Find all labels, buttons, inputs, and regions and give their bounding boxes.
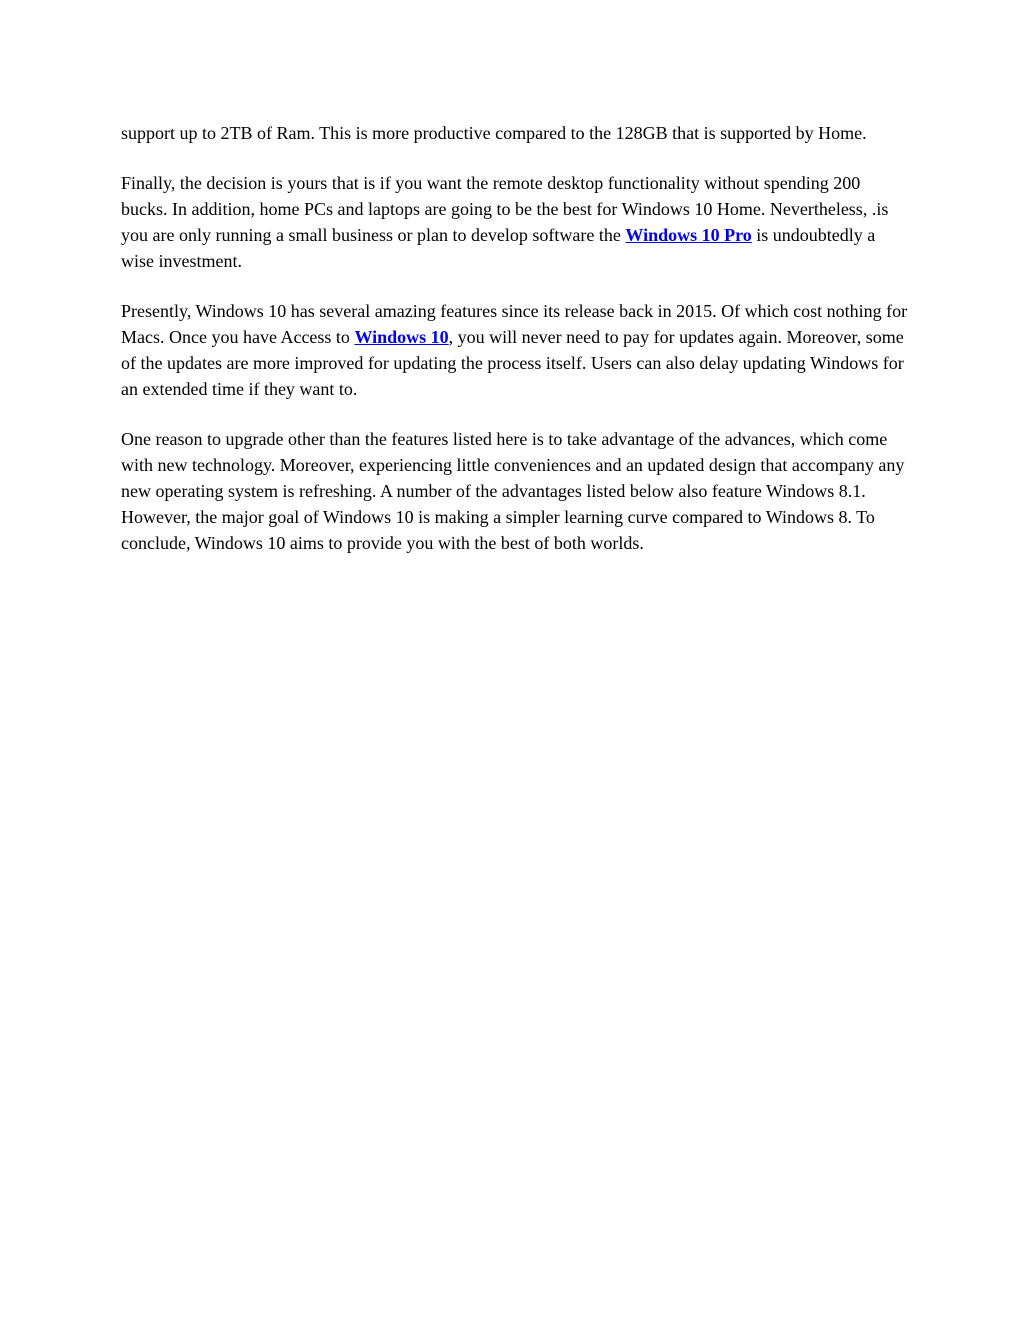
document-body bbox=[121, 120, 911, 580]
windows-10-link[interactable]: Windows 10 bbox=[354, 327, 449, 347]
windows-10-pro-link[interactable]: Windows 10 Pro bbox=[625, 225, 752, 245]
paragraph-text: One reason to upgrade other than the features listed here is to take advantage of the advances, which come with new technology. Moreover, experiencing little conveniences and an updated design that accompany any new operating system is refreshing. A number of the advantages listed below also feature Windows 8.1. However, the major goal of Windows 10 is making a simpler learning curve compared to Windows 8. To conclude, Windows 10 aims to provide you with the best of both worlds. bbox=[121, 429, 905, 553]
paragraph-upgrade-reason bbox=[121, 426, 911, 556]
paragraph-decision bbox=[121, 170, 911, 274]
paragraph-text: support up to 2TB of Ram. This is more productive compared to the 128GB that is supported by Home. bbox=[121, 123, 867, 143]
paragraph-ram-support bbox=[121, 120, 911, 146]
paragraph-text-before: Presently, Windows 10 has several amazing features since its release back in 2015. Of which cost nothing for Macs. Once you have Access to bbox=[121, 301, 908, 347]
paragraph-text-before: Finally, the decision is yours that is if you want the remote desktop functionality without spending 200 bucks. In addition, home PCs and laptops are going to be the best for Windows 10 Home. Nevertheless, .is you are only running a small business or plan to develop software the bbox=[121, 173, 889, 245]
paragraph-text-after: , you will never need to pay for updates again. Moreover, some of the updates are more improved for updating the process itself. Users can also delay updating Windows for an extended time if they want to. bbox=[121, 327, 904, 399]
paragraph-features bbox=[121, 298, 911, 402]
paragraph-text-after: is undoubtedly a wise investment. bbox=[121, 225, 876, 271]
